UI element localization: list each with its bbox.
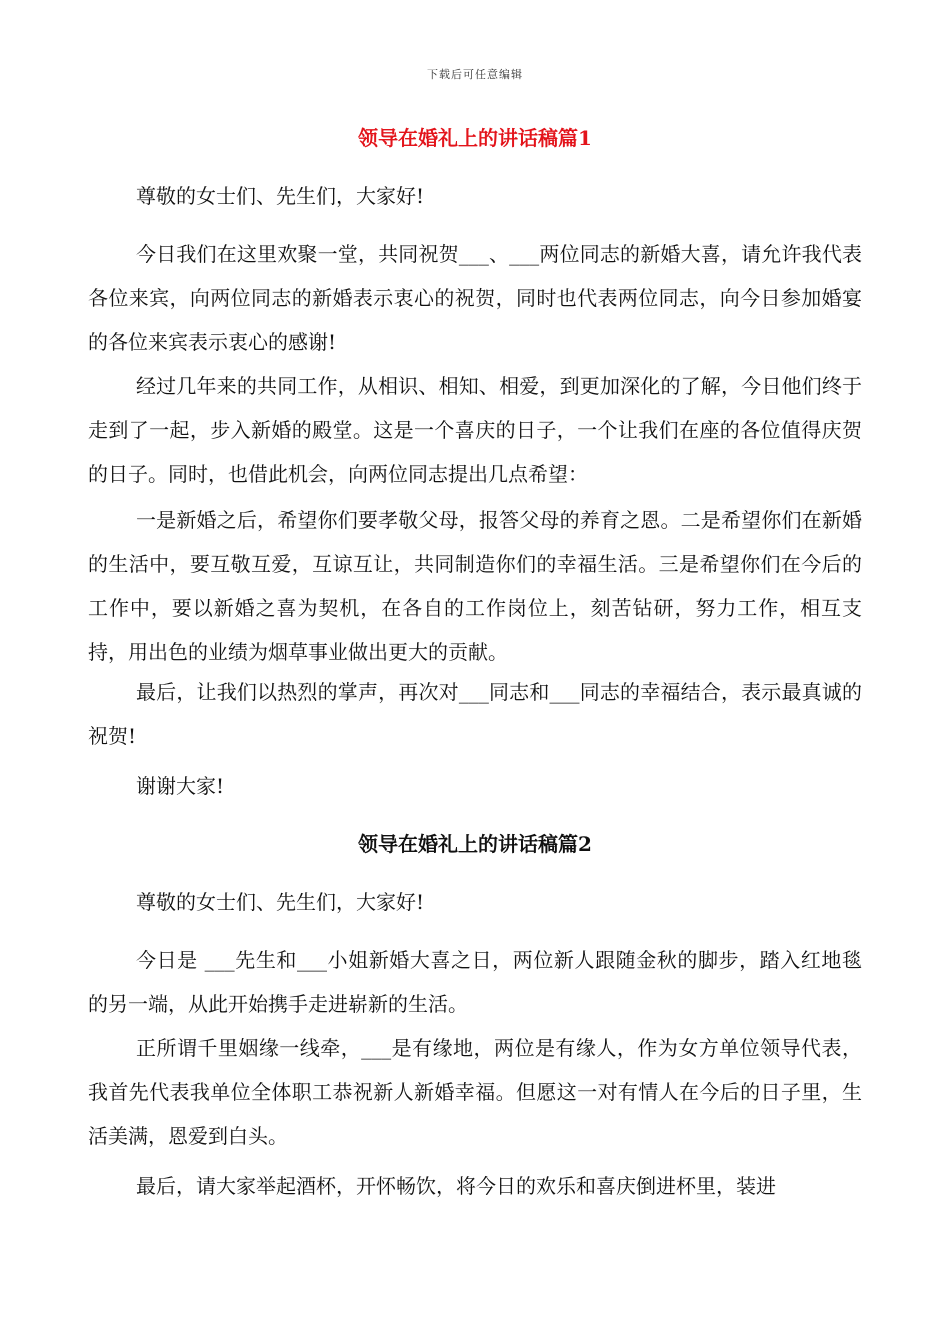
section-1-paragraph: 今日我们在这里欢聚一堂，共同祝贺___、___两位同志的新婚大喜，请允许我代表各位来宾，向两位同志的新婚表示衷心的祝贺，同时也代表两位同志，向今日参加婚宴的各位来宾表示衷心的感谢! <box>88 242 862 354</box>
section-2-paragraph: 尊敬的女士们、先生们，大家好! <box>136 890 425 914</box>
section-2-title: 领导在婚礼上的讲话稿篇2 <box>358 832 592 856</box>
section-1-paragraph: 尊敬的女士们、先生们，大家好! <box>136 184 425 208</box>
section-1-title: 领导在婚礼上的讲话稿篇1 <box>358 126 592 150</box>
section-1-paragraph: 经过几年来的共同工作，从相识、相知、相爱，到更加深化的了解，今日他们终于走到了一起，步入新婚的殿堂。这是一个喜庆的日子，一个让我们在座的各位值得庆贺的日子。同时，也借此机会，向两位同志提出几点希望： <box>88 374 862 486</box>
section-2-paragraph: 正所谓千里姻缘一线牵，___是有缘地，两位是有缘人，作为女方单位领导代表，我首先代表我单位全体职工恭祝新人新婚幸福。但愿这一对有情人在今后的日子里，生活美满，恩爱到白头。 <box>88 1036 862 1148</box>
header-note: 下载后可任意编辑 <box>427 68 523 81</box>
section-1-paragraph: 最后，让我们以热烈的掌声，再次对___同志和___同志的幸福结合，表示最真诚的祝贺! <box>88 680 862 748</box>
section-1-paragraph: 一是新婚之后，希望你们要孝敬父母，报答父母的养育之恩。二是希望你们在新婚的生活中，要互敬互爱，互谅互让，共同制造你们的幸福生活。三是希望你们在今后的工作中，要以新婚之喜为契机，在各自的工作岗位上，刻苦钻研，努力工作，相互支持，用出色的业绩为烟草事业做出更大的贡献。 <box>88 508 862 664</box>
section-2-paragraph: 今日是 ___先生和___小姐新婚大喜之日，两位新人跟随金秋的脚步，踏入红地毯的另一端，从此开始携手走进崭新的生活。 <box>88 948 862 1016</box>
section-2-paragraph: 最后，请大家举起酒杯，开怀畅饮，将今日的欢乐和喜庆倒进杯里，装进 <box>136 1174 776 1198</box>
section-1-paragraph: 谢谢大家! <box>136 774 225 798</box>
